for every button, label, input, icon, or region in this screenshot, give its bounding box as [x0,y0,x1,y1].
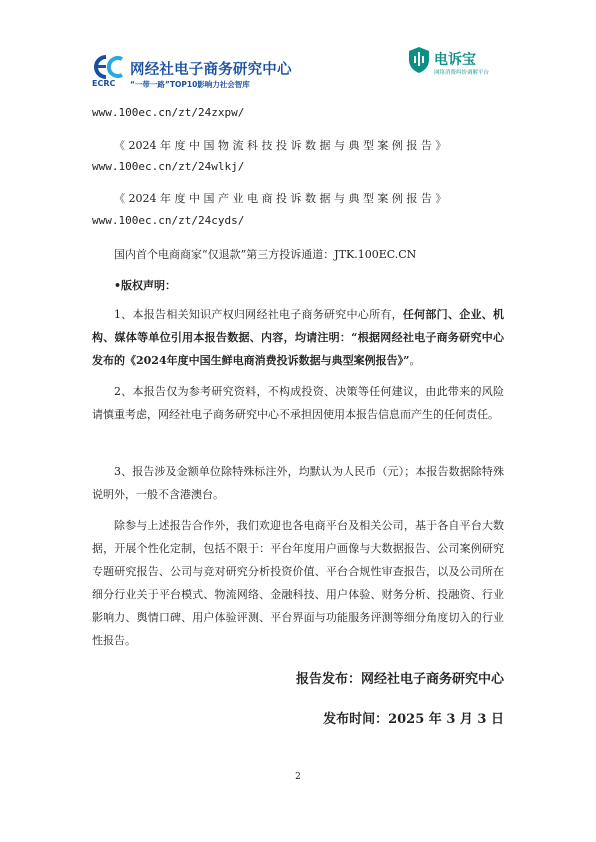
publish-date: 发布时间：2025 年 3 月 3 日 [323,712,504,727]
report-link[interactable]: www.100ec.cn/zt/24zxpw/ [92,106,245,119]
copyright-clause-2: 2、本报告仅为参考研究资料，不构成投资、决策等任何建议，由此带来的风险请慎重考虑，网经社电子商务研究中心不承担因使用本报告信息而产生的任何责任。 [92,385,504,421]
ecrc-logo [92,52,292,92]
citation-requirement: 任何部门、企业、机构、媒体等单位引用本报告数据、内容，均请注明：“根据网经社电子商务研究中心发布的《2024年度中国生鲜电商消费投诉数据与典型案例报告》” [92,308,505,367]
copyright-clause-3: 3、报告涉及金额单位除特殊标注外，均默认为人民币（元）；本报告数据除特殊说明外，一般不含港澳台。 [92,465,504,501]
page-header [0,0,596,100]
dianshubao-subtitle: 网络消费纠纷调解平台 [434,70,490,76]
clause-end: 。 [409,354,421,367]
report-title-logistics: 《 2024 年 度 中 国 物 流 科 技 投 诉 数 据 与 典 型 案 例 报 告 》 [114,139,447,152]
copyright-clause-1 [92,303,504,372]
brand-name: 网经社电子商务研究中心 [130,62,292,78]
page-number: 2 [295,772,301,782]
ec-logo-icon [92,54,130,80]
complaint-channel: 国内首个电商商家“仅退款”第三方投诉通道：JTK.100EC.CN [114,248,417,261]
shield-icon [408,46,430,74]
report-link[interactable]: www.100ec.cn/zt/24cyds/ [92,214,245,227]
report-title-industrial: 《 2024 年 度 中 国 产 业 电 商 投 诉 数 据 与 典 型 案 例 报 告 》 [114,192,447,205]
report-link[interactable]: www.100ec.cn/zt/24wlkj/ [92,160,245,173]
clause-text: 1、本报告相关知识产权归网经社电子商务研究中心所有， [114,308,403,321]
copyright-heading: •版权声明： [114,279,177,292]
dianshubao-logo [408,46,518,86]
publisher-line: 报告发布：网经社电子商务研究中心 [295,672,504,687]
dianshubao-name: 电诉宝 [434,52,476,68]
custom-report-offer: 除参与上述报告合作外，我们欢迎也各电商平台及相关公司，基于各自平台大数据，开展个性化定制，包括不限于：平台年度用户画像与大数据报告、公司案例研究专题研究报告、公司与竞对研究分析投资价值、平台合规性审查报告，以及公司所在细分行业关于平台模式、物流网络、金融科技、用户体验、财务分析、投融资、行业影响力、舆情口碑、用户体验评测、平台界面与功能服务评测等细分角度切入的行业性报告。 [92,519,504,647]
brand-slogan: “一带一路”TOP10影响力社会智库 [130,80,250,89]
brand-abbrev: ECRC [92,79,116,88]
